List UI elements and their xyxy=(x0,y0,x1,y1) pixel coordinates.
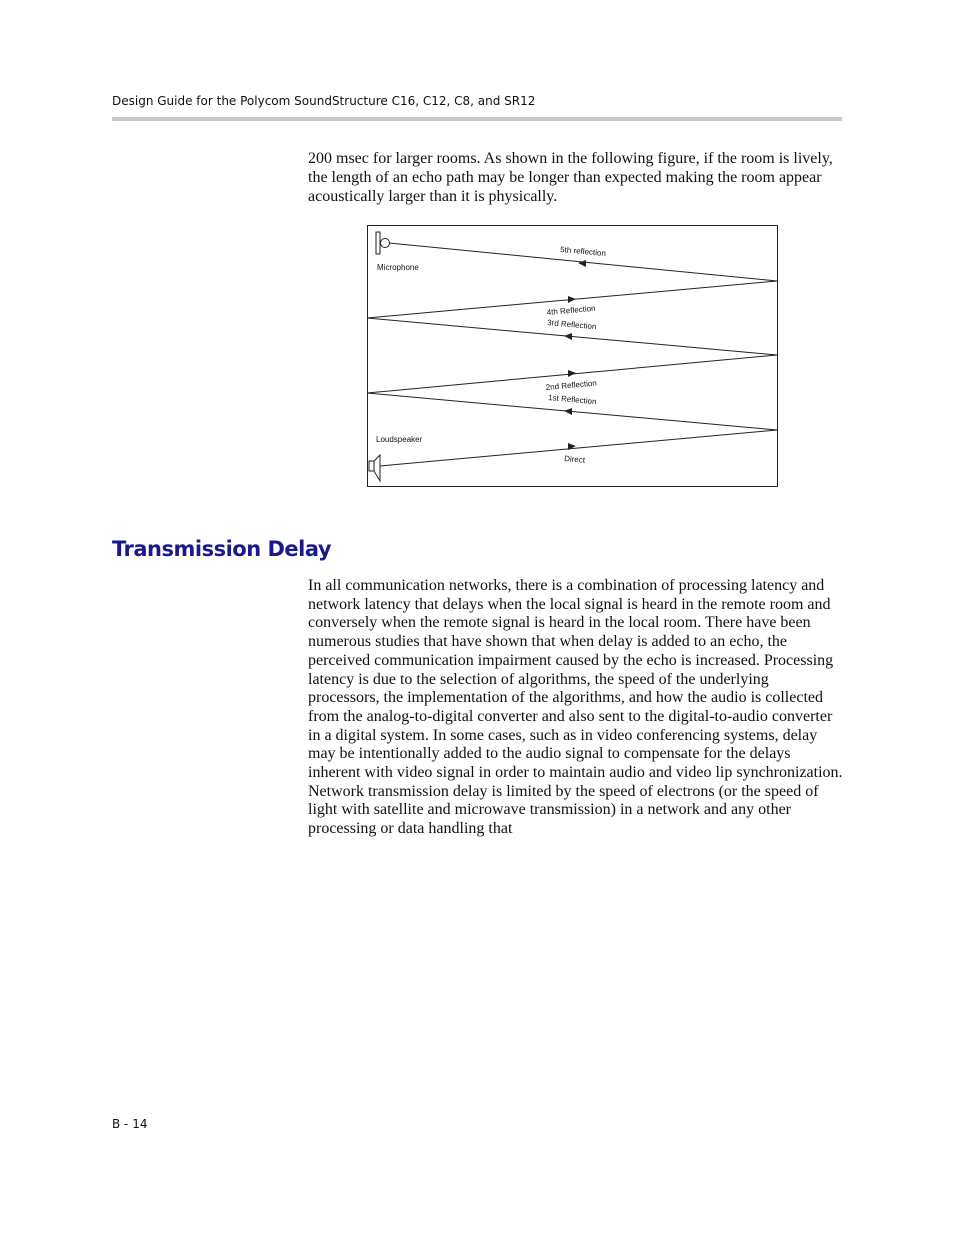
page-number: B - 14 xyxy=(112,1117,148,1131)
direct-label: Direct xyxy=(563,454,586,465)
fourth-reflection-label: 4th Reflection xyxy=(546,303,596,317)
loudspeaker-label: Loudspeaker xyxy=(376,435,423,444)
echo-path-figure xyxy=(367,225,778,487)
section-heading: Transmission Delay xyxy=(112,537,332,561)
fifth-reflection-label: 5th reflection xyxy=(559,245,607,258)
running-header: Design Guide for the Polycom SoundStructure C16, C12, C8, and SR12 xyxy=(112,94,536,108)
second-reflection-label: 2nd Reflection xyxy=(545,378,598,392)
section-paragraph: In all communication networks, there is a combination of processing latency and network latency that delays when the local signal is heard in the remote room and conversely when the remote signal is heard in the local room. There have been numerous studies that have shown that when delay is added to an echo, the perceived communication impairment caused by the echo is increased. Processing latency is due to the selection of algorithms, the speed of the underlying processors, the implementation of the algorithms, and how the audio is collected from the analog-to-digital converter and also sent to the digital-to-audio converter in a digital system. In some cases, such as in video conferencing systems, delay may be intentionally added to the audio signal to compensate for the delays inherent with video signal in order to maintain audio and video lip synchronization. Network transmission delay is limited by the speed of electrons (or the speed of light with satellite and microwave transmission) in a network and any other processing or data handling that xyxy=(308,577,843,838)
microphone-label: Microphone xyxy=(377,263,419,272)
first-reflection-label: 1st Reflection xyxy=(547,393,597,407)
echo-path-diagram xyxy=(367,225,778,487)
header-rule xyxy=(112,117,842,121)
third-reflection-label: 3rd Reflection xyxy=(546,318,597,332)
intro-paragraph: 200 msec for larger rooms. As shown in the following figure, if the room is lively, the length of an echo path may be longer than expected making the room appear acoustically larger than it is physically. xyxy=(308,150,833,205)
